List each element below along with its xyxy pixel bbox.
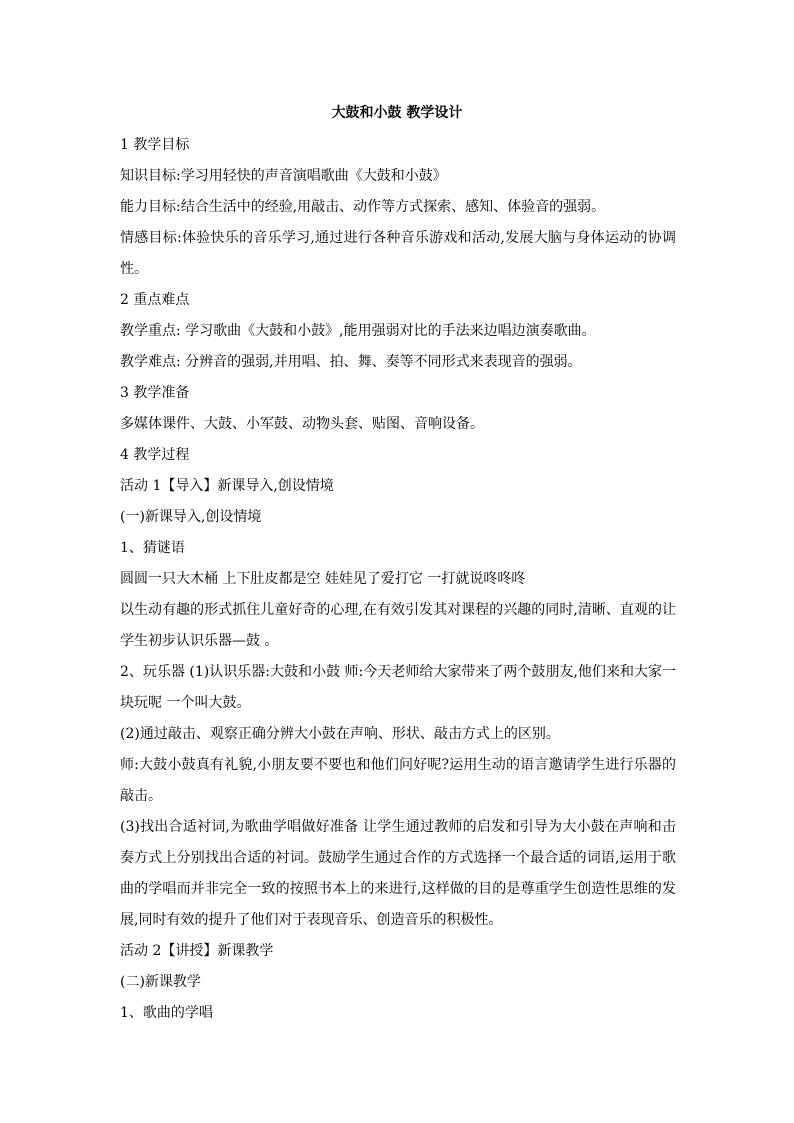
teaching-difficulty: 教学难点: 分辨音的强弱,并用唱、拍、舞、奏等不同形式来表现音的强弱。 (120, 354, 582, 370)
step-song-learning: 1、歌曲的学唱 (120, 1005, 213, 1021)
section-heading-goals: 1 教学目标 (120, 137, 190, 153)
step-play-instruments: 2、玩乐器 (1)认识乐器:大鼓和小鼓 师:今天老师给大家带来了两个鼓朋友,他们来和大家一块玩呢 一个叫大鼓。 (120, 664, 676, 711)
step-riddle: 1、猜谜语 (120, 540, 185, 556)
riddle-explanation: 以生动有趣的形式抓住儿童好奇的心理,在有效引发其对课程的兴趣的同时,清晰、直观的让学生初步认识乐器—鼓 。 (120, 602, 676, 649)
activity-1-heading: 活动 1【导入】新课导入,创设情境 (120, 478, 334, 494)
teaching-focus: 教学重点: 学习歌曲《大鼓和小鼓》,能用强弱对比的手法来边唱边演奏歌曲。 (120, 323, 596, 339)
section-heading-key-points: 2 重点难点 (120, 292, 190, 308)
step-distinguish: (2)通过敲击、观察正确分辨大小鼓在声响、形状、敲击方式上的区别。 (120, 726, 560, 742)
document-body (120, 130, 676, 1029)
riddle-text: 圆圆一只大木桶 上下肚皮都是空 娃娃见了爱打它 一打就说咚咚咚 (120, 571, 526, 587)
subsection-intro: (一)新课导入,创设情境 (120, 509, 262, 525)
subsection-new-lesson: (二)新课教学 (120, 974, 201, 990)
preparation-materials: 多媒体课件、大鼓、小军鼓、动物头套、贴图、音响设备。 (120, 416, 484, 432)
activity-2-heading: 活动 2【讲授】新课教学 (120, 943, 274, 959)
section-heading-process: 4 教学过程 (120, 447, 190, 463)
step-find-words: (3)找出合适衬词,为歌曲学唱做好准备 让学生通过教师的启发和引导为大小鼓在声响和击奏方式上分别找出合适的衬词。鼓励学生通过合作的方式选择一个最合适的词语,运用于歌曲的学唱而并非完全一致的按照书本上的来进行,这样做的目的是尊重学生创造性思维的发展,同时有效的提升了他们对于表现音乐、创造音乐的积极性。 (120, 819, 676, 928)
document-title: 大鼓和小鼓 教学设计 (331, 105, 463, 121)
emotion-goal: 情感目标:体验快乐的音乐学习,通过进行各种音乐游戏和活动,发展大脑与身体运动的协调性。 (120, 230, 676, 277)
teacher-greeting: 师:大鼓小鼓真有礼貌,小朋友要不要也和他们问好呢?运用生动的语言邀请学生进行乐器的敲击。 (120, 757, 676, 804)
ability-goal: 能力目标:结合生活中的经验,用敲击、动作等方式探索、感知、体验音的强弱。 (120, 199, 606, 215)
section-heading-preparation: 3 教学准备 (120, 385, 190, 401)
knowledge-goal: 知识目标:学习用轻快的声音演唱歌曲《大鼓和小鼓》 (120, 168, 447, 184)
